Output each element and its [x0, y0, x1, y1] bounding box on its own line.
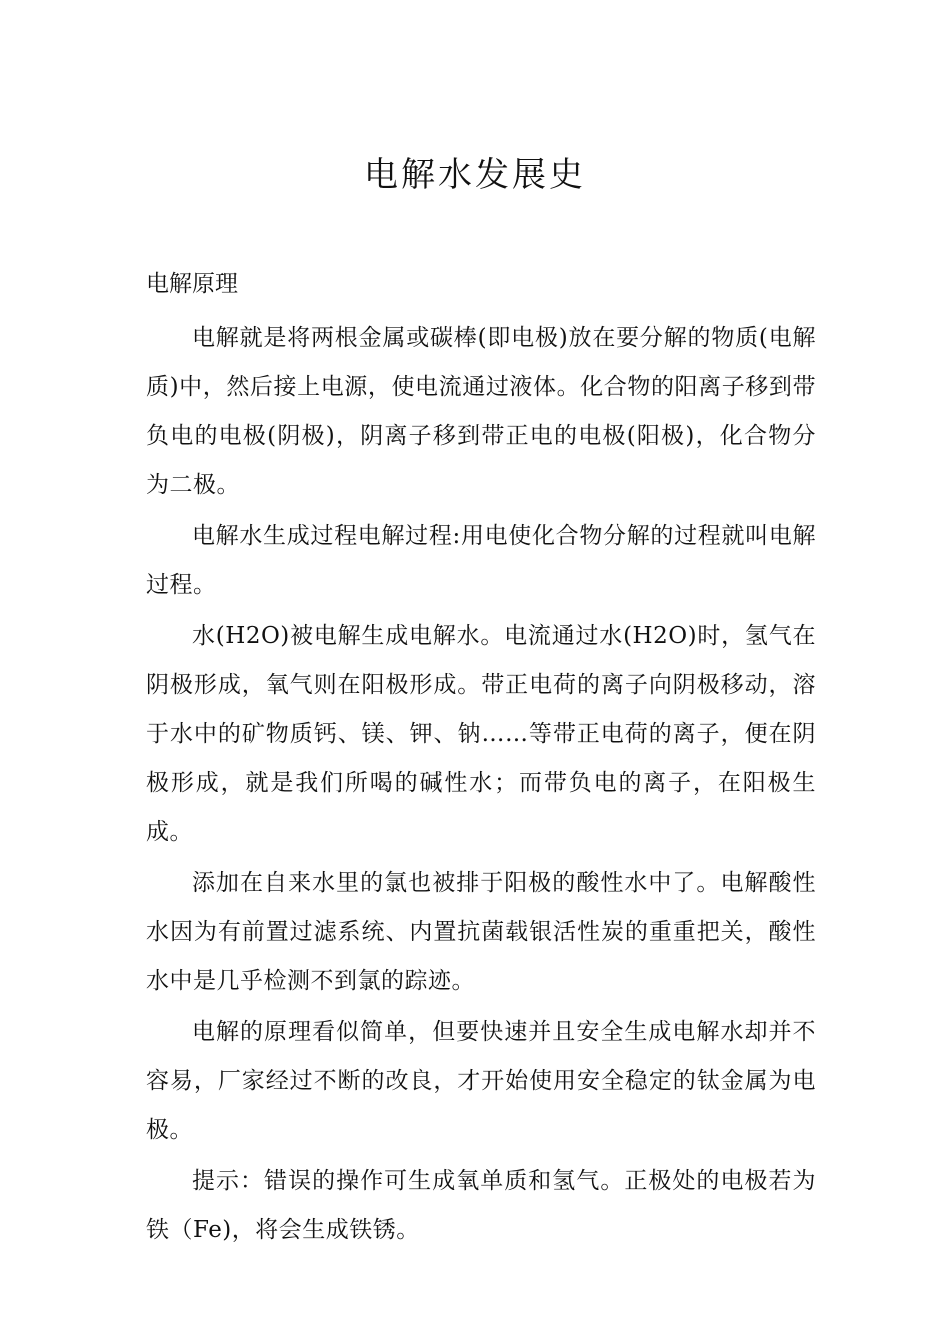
section-heading: 电解原理	[146, 271, 238, 297]
paragraph-chlorine-acidic-water: 添加在自来水里的氯也被排于阳极的酸性水中了。电解酸性水因为有前置过滤系统、内置抗菌载银活性炭的重重把关，酸性水中是几乎检测不到氯的踪迹。	[146, 870, 816, 994]
paragraph-water-electrolysis: 水(H2O)被电解生成电解水。电流通过水(H2O)时，氢气在阴极形成，氧气则在阳极形成。带正电荷的离子向阴极移动，溶于水中的矿物质钙、镁、钾、钠……等带正电荷的离子，便在阴极形成，就是我们所喝的碱性水；而带负电的离子，在阳极生成。	[146, 623, 816, 845]
paragraph-electrolysis-principle: 电解就是将两根金属或碳棒(即电极)放在要分解的物质(电解质)中，然后接上电源，使电流通过液体。化合物的阳离子移到带负电的电极(阴极)，阴离子移到带正电的电极(阳极)，化合物分为二极。	[146, 325, 816, 498]
document-title: 电解水发展史	[364, 155, 586, 195]
paragraph-tip: 提示：错误的操作可生成氧单质和氢气。正极处的电极若为铁（Fe)，将会生成铁锈。	[146, 1168, 816, 1243]
paragraph-electrolysis-process: 电解水生成过程电解过程:用电使化合物分解的过程就叫电解过程。	[146, 523, 816, 598]
paragraph-titanium-electrode: 电解的原理看似简单，但要快速并且安全生成电解水却并不容易，厂家经过不断的改良，才开始使用安全稳定的钛金属为电极。	[146, 1019, 816, 1143]
document-body	[146, 264, 816, 1257]
